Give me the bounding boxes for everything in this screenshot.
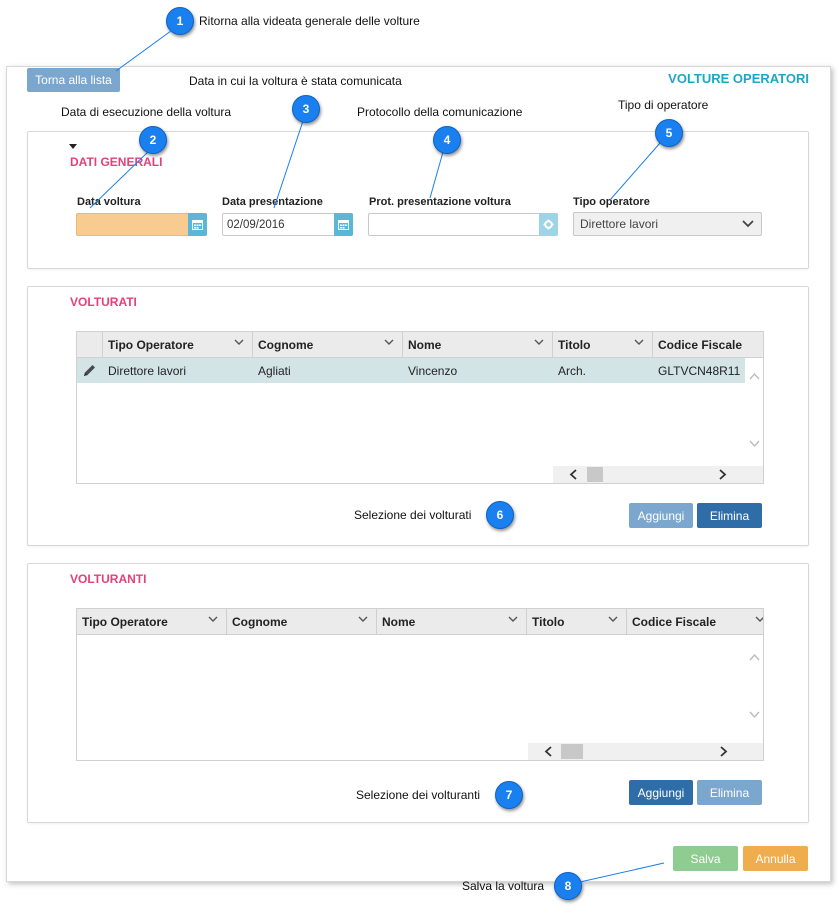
chevron-up-icon[interactable]: [749, 653, 760, 661]
column-header-codice[interactable]: [627, 609, 763, 634]
cell-titolo: Arch.: [558, 363, 587, 378]
volturanti-grid: [76, 608, 764, 761]
column-label: Nome: [382, 614, 416, 629]
vertical-scrollbar[interactable]: [746, 635, 763, 742]
grid-header-spacer: [77, 332, 103, 357]
volturati-grid: [76, 331, 764, 484]
data-presentazione-value: 02/09/2016: [227, 218, 285, 231]
annotation-6-text: Selezione dei volturati: [354, 508, 472, 522]
column-label: Tipo Operatore: [82, 614, 168, 629]
volturanti-delete-button[interactable]: Elimina: [697, 780, 762, 805]
callout-7: 7: [495, 781, 523, 809]
chevron-up-icon[interactable]: [749, 372, 760, 380]
chevron-down-icon: [508, 616, 518, 623]
column-label: Codice Fiscale: [658, 337, 743, 352]
chevron-down-icon: [234, 339, 244, 346]
callout-8: 8: [554, 872, 582, 900]
chevron-down-icon: [384, 339, 394, 346]
annotation-2-text: Data di esecuzione della voltura: [61, 105, 232, 119]
column-label: Cognome: [232, 614, 288, 629]
volturati-title: VOLTURATI: [70, 295, 137, 309]
volturanti-title: VOLTURANTI: [70, 572, 147, 586]
column-header-tipo[interactable]: [103, 332, 253, 357]
column-header-cognome[interactable]: [253, 332, 403, 357]
column-header-nome[interactable]: [403, 332, 553, 357]
column-header-titolo[interactable]: [527, 609, 627, 634]
pencil-icon[interactable]: [77, 358, 103, 383]
callout-6: 6: [486, 501, 514, 529]
chevron-down-icon: [634, 339, 644, 346]
volturati-add-button[interactable]: Aggiungi: [629, 503, 693, 528]
annotation-8-text: Salva la voltura: [462, 879, 545, 893]
volturati-delete-button[interactable]: Elimina: [697, 503, 762, 528]
save-button[interactable]: Salva: [673, 846, 738, 871]
horizontal-scrollbar[interactable]: [553, 466, 763, 483]
cell-codice: GLTVCN48R11: [658, 363, 741, 378]
chevron-right-icon[interactable]: [719, 469, 727, 480]
data-presentazione-label: Data presentazione: [222, 196, 323, 208]
horizontal-scrollbar[interactable]: [528, 743, 763, 760]
column-header-nome[interactable]: [377, 609, 527, 634]
column-header-cognome[interactable]: [227, 609, 377, 634]
column-label: Titolo: [558, 337, 591, 352]
cancel-button[interactable]: Annulla: [743, 846, 808, 871]
cell-cognome: Agliati: [258, 363, 291, 378]
app-title: VOLTURE OPERATORI: [668, 71, 809, 86]
chevron-down-icon[interactable]: [749, 440, 760, 448]
data-voltura-label: Data voltura: [77, 196, 141, 208]
chevron-left-icon[interactable]: [544, 746, 552, 757]
grid-header: [77, 609, 763, 635]
protocollo-label: Prot. presentazione voltura: [369, 196, 511, 208]
annotation-7-text: Selezione dei volturanti: [356, 788, 481, 802]
scrollbar-thumb[interactable]: [561, 744, 583, 759]
grid-header: [77, 332, 763, 358]
tipo-operatore-value: Direttore lavori: [580, 217, 659, 231]
cell-tipo: Direttore lavori: [108, 363, 187, 378]
chevron-down-icon: [358, 616, 368, 623]
callout-4: 4: [433, 126, 461, 154]
chevron-left-icon[interactable]: [569, 469, 577, 480]
callout-3: 3: [292, 95, 320, 123]
dati-generali-title: DATI GENERALI: [70, 155, 163, 169]
vertical-scrollbar[interactable]: [746, 358, 763, 465]
column-label: Codice Fiscale: [632, 614, 717, 629]
tipo-operatore-label: Tipo operatore: [573, 196, 650, 208]
table-row[interactable]: [77, 358, 745, 383]
column-header-titolo[interactable]: [553, 332, 653, 357]
column-label: Titolo: [532, 614, 565, 629]
column-label: Tipo Operatore: [108, 337, 194, 352]
annotation-5-text: Tipo di operatore: [618, 98, 709, 112]
chevron-down-icon: [755, 616, 764, 623]
chevron-right-icon[interactable]: [720, 746, 728, 757]
chevron-down-icon: [208, 616, 218, 623]
column-label: Cognome: [258, 337, 314, 352]
callout-2: 2: [139, 126, 167, 154]
scrollbar-thumb[interactable]: [587, 467, 603, 482]
cell-nome: Vincenzo: [408, 363, 458, 378]
annotation-4-text: Protocollo della comunicazione: [357, 105, 523, 119]
chevron-down-icon: [534, 339, 544, 346]
column-header-tipo[interactable]: [77, 609, 227, 634]
annotation-3-text: Data in cui la voltura è stata comunicata: [189, 74, 402, 88]
chevron-down-icon: [608, 616, 618, 623]
column-label: Nome: [408, 337, 442, 352]
back-to-list-button[interactable]: Torna alla lista: [27, 68, 120, 92]
annotation-1-text: Ritorna alla videata generale delle volture: [199, 14, 420, 28]
chevron-down-icon[interactable]: [749, 711, 760, 719]
column-header-codice[interactable]: [653, 332, 763, 357]
callout-1: 1: [166, 7, 194, 35]
callout-5: 5: [655, 119, 683, 147]
volturanti-add-button[interactable]: Aggiungi: [629, 780, 693, 805]
